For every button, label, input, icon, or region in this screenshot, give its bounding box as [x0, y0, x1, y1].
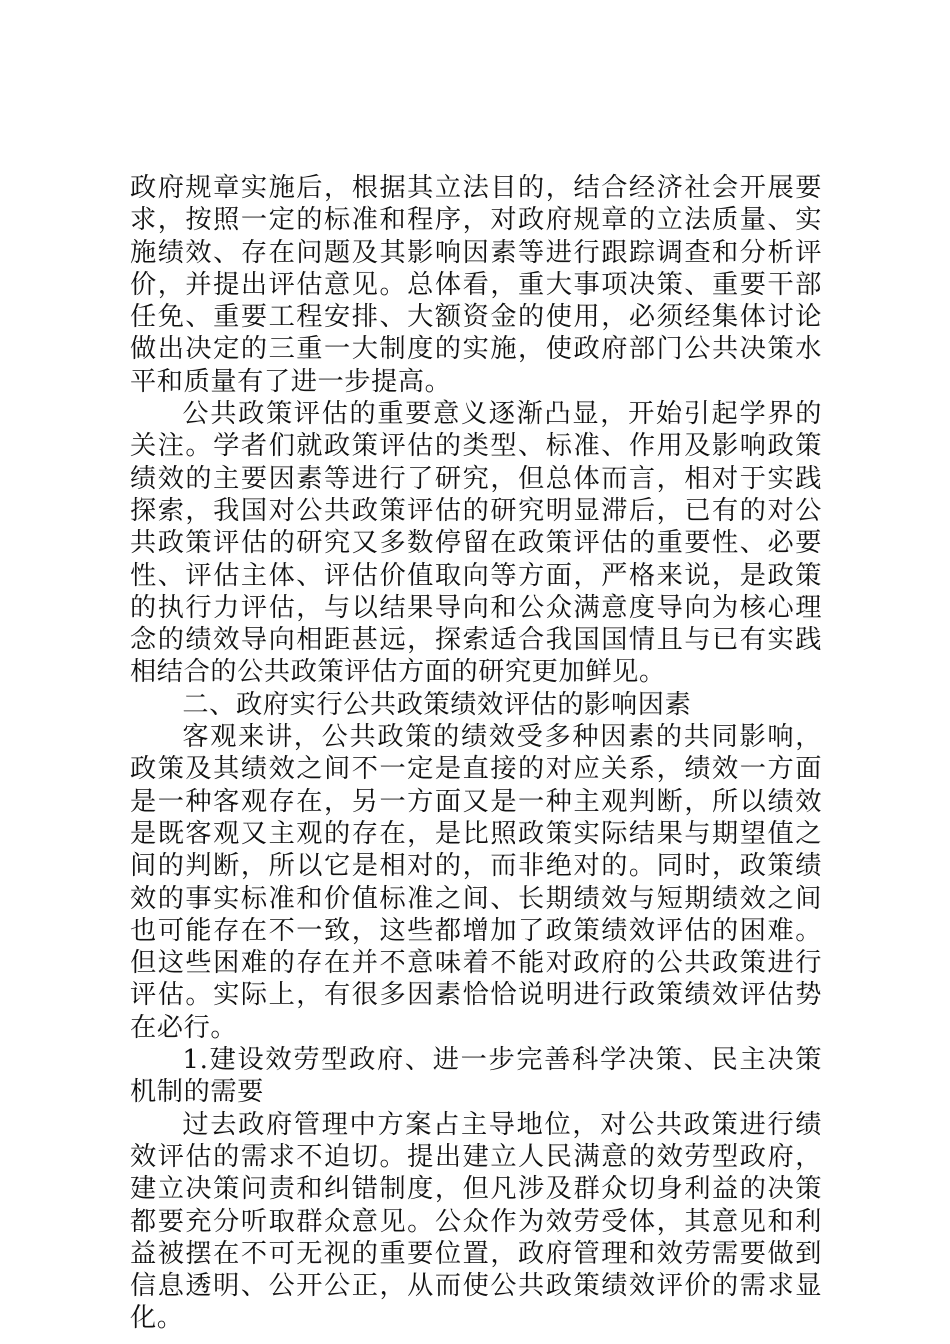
body-text — [130, 172, 822, 1335]
paragraph-regulation-evaluation: 政府规章实施后，根据其立法目的，结合经济社会开展要求，按照一定的标准和程序，对政府规章的立法质量、实施绩效、存在问题及其影响因素等进行跟踪调查和分析评价，并提出评估意见。总体看，重大事项决策、重要干部任免、重要工程安排、大额资金的使用，必须经集体讨论做出决定的三重一大制度的实施，使政府部门公共决策水平和质量有了进一步提高。 — [130, 173, 822, 397]
paragraph-objective-factors: 客观来讲，公共政策的绩效受多种因素的共同影响，政策及其绩效之间不一定是直接的对应关系，绩效一方面是一种客观存在，另一方面又是一种主观判断，所以绩效是既客观又主观的存在，是比照政策实际结果与期望值之间的判断，所以它是相对的，而非绝对的。同时，政策绩效的事实标准和价值标准之间、长期绩效与短期绩效之间也可能存在不一致，这些都增加了政策绩效评估的困难。但这些困难的存在并不意味着不能对政府的公共政策进行评估。实际上，有很多因素恰恰说明进行政策绩效评估势在必行。 — [130, 722, 822, 1043]
paragraph-academic-attention: 公共政策评估的重要意义逐渐凸显，开始引起学界的关注。学者们就政策评估的类型、标准、作用及影响政策绩效的主要因素等进行了研究，但总体而言，相对于实践探索，我国对公共政策评估的研究明显滞后，已有的对公共政策评估的研究又多数停留在政策评估的重要性、必要性、评估主体、评估价值取向等方面，严格来说，是政策的执行力评估，与以结果导向和公众满意度导向为核心理念的绩效导向相距甚远，探索适合我国国情且与已有实践相结合的公共政策评估方面的研究更加鲜见。 — [130, 399, 822, 688]
subheading-service-government: 1.建设效劳型政府、进一步完善科学决策、民主决策机制的需要 — [130, 1045, 822, 1108]
section-heading-influencing-factors: 二、政府实行公共政策绩效评估的影响因素 — [182, 689, 692, 720]
paragraph-service-government: 过去政府管理中方案占主导地位，对公共政策进行绩效评估的需求不迫切。提出建立人民满意的效劳型政府，建立决策问责和纠错制度，但凡涉及群众切身利益的决策都要充分听取群众意见。公众作为效劳受体，其意见和利益被摆在不可无视的重要位置，政府管理和效劳需要做到信息透明、公开公正，从而使公共政策绩效评价的需求显化。 — [130, 1109, 822, 1334]
